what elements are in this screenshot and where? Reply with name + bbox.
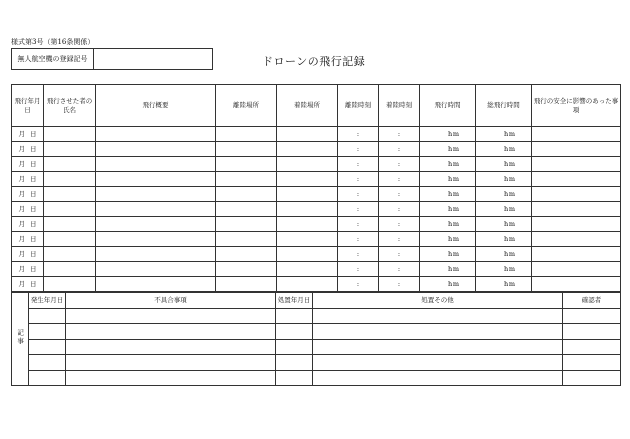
table-row — [12, 217, 621, 232]
total-flight-time-cell[interactable] — [476, 202, 532, 217]
month-label: 月 — [18, 189, 25, 198]
flight-date-cell[interactable] — [12, 172, 44, 187]
landing-time-cell[interactable] — [379, 127, 420, 142]
safety-notes-cell[interactable] — [532, 172, 621, 187]
landing-place-cell[interactable] — [277, 127, 338, 142]
takeoff-time-cell[interactable] — [338, 277, 379, 292]
month-label: 月 — [18, 249, 25, 258]
month-label: 月 — [18, 204, 25, 213]
time-colon: : — [356, 219, 360, 228]
hour-unit: h — [504, 234, 509, 243]
defect-cell[interactable] — [66, 339, 276, 355]
hour-unit: h — [448, 189, 453, 198]
total-flight-time-cell[interactable] — [476, 217, 532, 232]
time-colon: : — [356, 144, 360, 153]
action-date-cell[interactable] — [276, 370, 313, 386]
month-label: 月 — [18, 264, 25, 273]
minute-unit: m — [452, 159, 459, 168]
hour-unit: h — [448, 219, 453, 228]
pilot-name-cell[interactable] — [44, 262, 96, 277]
minute-unit: m — [508, 249, 515, 258]
table-row — [12, 324, 621, 340]
safety-notes-cell[interactable] — [532, 202, 621, 217]
day-label: 日 — [30, 129, 37, 138]
time-colon: : — [356, 279, 360, 288]
confirmer-cell[interactable] — [563, 339, 621, 355]
takeoff-place-cell[interactable] — [216, 217, 277, 232]
minute-unit: m — [508, 174, 515, 183]
month-label: 月 — [18, 174, 25, 183]
occurrence-date-cell[interactable] — [29, 308, 66, 324]
action-date-cell[interactable] — [276, 324, 313, 340]
minute-unit: m — [508, 159, 515, 168]
remarks-side-label-cell — [12, 293, 29, 386]
confirmer-cell[interactable] — [563, 370, 621, 386]
landing-place-cell[interactable] — [277, 277, 338, 292]
table-row — [12, 157, 621, 172]
table-row — [12, 277, 621, 292]
pilot-name-cell[interactable] — [44, 142, 96, 157]
safety-notes-cell[interactable] — [532, 217, 621, 232]
flight-summary-cell[interactable] — [96, 232, 216, 247]
flight-summary-cell[interactable] — [96, 142, 216, 157]
action-date-cell[interactable] — [276, 355, 313, 371]
header-confirmer: 確認者 — [563, 293, 621, 309]
header-flight-summary: 飛行概要 — [96, 85, 216, 127]
minute-unit: m — [508, 204, 515, 213]
table-row — [12, 142, 621, 157]
landing-place-cell[interactable] — [277, 202, 338, 217]
landing-time-cell[interactable] — [379, 142, 420, 157]
flight-time-cell[interactable] — [420, 172, 476, 187]
pilot-name-cell[interactable] — [44, 127, 96, 142]
hour-unit: h — [504, 264, 509, 273]
takeoff-place-cell[interactable] — [216, 172, 277, 187]
hour-unit: h — [448, 159, 453, 168]
action-other-cell[interactable] — [313, 339, 563, 355]
safety-notes-cell[interactable] — [532, 262, 621, 277]
landing-time-cell[interactable] — [379, 217, 420, 232]
flight-summary-cell[interactable] — [96, 157, 216, 172]
flight-summary-cell[interactable] — [96, 127, 216, 142]
day-label: 日 — [30, 204, 37, 213]
flight-date-cell[interactable] — [12, 232, 44, 247]
time-colon: : — [397, 159, 401, 168]
flight-date-cell[interactable] — [12, 277, 44, 292]
table-row — [12, 202, 621, 217]
table-row — [12, 308, 621, 324]
flight-time-cell[interactable] — [420, 202, 476, 217]
time-colon: : — [356, 264, 360, 273]
form-code: 様式第3号（第16条関係） — [11, 38, 95, 46]
time-colon: : — [356, 204, 360, 213]
header-occurrence-date: 発生年月日 — [29, 293, 66, 309]
minute-unit: m — [508, 234, 515, 243]
time-colon: : — [397, 129, 401, 138]
registration-box — [11, 48, 213, 70]
flight-time-cell[interactable] — [420, 127, 476, 142]
action-date-cell[interactable] — [276, 308, 313, 324]
time-colon: : — [397, 279, 401, 288]
header-safety-notes: 飛行の安全に影響のあった事項 — [532, 85, 621, 127]
action-other-cell[interactable] — [313, 370, 563, 386]
safety-notes-cell[interactable] — [532, 157, 621, 172]
time-colon: : — [397, 174, 401, 183]
safety-notes-cell[interactable] — [532, 142, 621, 157]
minute-unit: m — [452, 264, 459, 273]
hour-unit: h — [448, 204, 453, 213]
time-colon: : — [397, 204, 401, 213]
table-row — [12, 247, 621, 262]
hour-unit: h — [448, 249, 453, 258]
pilot-name-cell[interactable] — [44, 232, 96, 247]
minute-unit: m — [452, 249, 459, 258]
flight-date-cell[interactable] — [12, 187, 44, 202]
landing-time-cell[interactable] — [379, 172, 420, 187]
occurrence-date-cell[interactable] — [29, 355, 66, 371]
takeoff-time-cell[interactable] — [338, 232, 379, 247]
pilot-name-cell[interactable] — [44, 217, 96, 232]
time-colon: : — [356, 174, 360, 183]
takeoff-place-cell[interactable] — [216, 202, 277, 217]
occurrence-date-cell[interactable] — [29, 370, 66, 386]
day-label: 日 — [30, 234, 37, 243]
pilot-name-cell[interactable] — [44, 247, 96, 262]
landing-place-cell[interactable] — [277, 142, 338, 157]
month-label: 月 — [18, 234, 25, 243]
flight-summary-cell[interactable] — [96, 202, 216, 217]
takeoff-place-cell[interactable] — [216, 247, 277, 262]
defect-cell[interactable] — [66, 355, 276, 371]
month-label: 月 — [18, 159, 25, 168]
time-colon: : — [356, 129, 360, 138]
total-flight-time-cell[interactable] — [476, 262, 532, 277]
hour-unit: h — [504, 144, 509, 153]
landing-time-cell[interactable] — [379, 247, 420, 262]
flight-summary-cell[interactable] — [96, 172, 216, 187]
action-other-cell[interactable] — [313, 355, 563, 371]
minute-unit: m — [452, 129, 459, 138]
takeoff-time-cell[interactable] — [338, 187, 379, 202]
time-colon: : — [397, 234, 401, 243]
takeoff-place-cell[interactable] — [216, 277, 277, 292]
document-title: ドローンの飛行記録 — [262, 55, 366, 68]
confirmer-cell[interactable] — [563, 308, 621, 324]
flight-time-cell[interactable] — [420, 247, 476, 262]
hour-unit: h — [448, 174, 453, 183]
safety-notes-cell[interactable] — [532, 247, 621, 262]
total-flight-time-cell[interactable] — [476, 157, 532, 172]
table-row — [12, 232, 621, 247]
takeoff-place-cell[interactable] — [216, 142, 277, 157]
takeoff-time-cell[interactable] — [338, 247, 379, 262]
table-row — [12, 339, 621, 355]
landing-time-cell[interactable] — [379, 157, 420, 172]
landing-time-cell[interactable] — [379, 187, 420, 202]
landing-place-cell[interactable] — [277, 172, 338, 187]
month-label: 月 — [18, 219, 25, 228]
landing-place-cell[interactable] — [277, 187, 338, 202]
minute-unit: m — [452, 174, 459, 183]
action-other-cell[interactable] — [313, 324, 563, 340]
header-landing-place: 着陸場所 — [277, 85, 338, 127]
action-date-cell[interactable] — [276, 339, 313, 355]
landing-time-cell[interactable] — [379, 232, 420, 247]
pilot-name-cell[interactable] — [44, 277, 96, 292]
time-colon: : — [397, 264, 401, 273]
flight-summary-cell[interactable] — [96, 277, 216, 292]
takeoff-time-cell[interactable] — [338, 157, 379, 172]
header-action-date: 処置年月日 — [276, 293, 313, 309]
minute-unit: m — [508, 144, 515, 153]
landing-time-cell[interactable] — [379, 277, 420, 292]
day-label: 日 — [30, 279, 37, 288]
day-label: 日 — [30, 189, 37, 198]
minute-unit: m — [452, 189, 459, 198]
day-label: 日 — [30, 159, 37, 168]
flight-time-cell[interactable] — [420, 262, 476, 277]
flight-date-cell[interactable] — [12, 127, 44, 142]
safety-notes-cell[interactable] — [532, 232, 621, 247]
pilot-name-cell[interactable] — [44, 157, 96, 172]
landing-place-cell[interactable] — [277, 232, 338, 247]
month-label: 月 — [18, 129, 25, 138]
table-row — [12, 262, 621, 277]
flight-date-cell[interactable] — [12, 247, 44, 262]
takeoff-place-cell[interactable] — [216, 232, 277, 247]
takeoff-time-cell[interactable] — [338, 172, 379, 187]
flight-summary-cell[interactable] — [96, 217, 216, 232]
takeoff-time-cell[interactable] — [338, 142, 379, 157]
takeoff-time-cell[interactable] — [338, 127, 379, 142]
defect-cell[interactable] — [66, 308, 276, 324]
time-colon: : — [397, 219, 401, 228]
day-label: 日 — [30, 219, 37, 228]
flight-date-cell[interactable] — [12, 202, 44, 217]
total-flight-time-cell[interactable] — [476, 232, 532, 247]
minute-unit: m — [452, 219, 459, 228]
header-flight-date: 飛行年月日 — [12, 85, 44, 127]
hour-unit: h — [448, 144, 453, 153]
header-flight-time: 飛行時間 — [420, 85, 476, 127]
hour-unit: h — [448, 279, 453, 288]
time-colon: : — [356, 189, 360, 198]
total-flight-time-cell[interactable] — [476, 247, 532, 262]
day-label: 日 — [30, 249, 37, 258]
takeoff-time-cell[interactable] — [338, 262, 379, 277]
minute-unit: m — [508, 219, 515, 228]
occurrence-date-cell[interactable] — [29, 339, 66, 355]
landing-place-cell[interactable] — [277, 247, 338, 262]
table-row — [12, 355, 621, 371]
header-takeoff-time: 離陸時刻 — [338, 85, 379, 127]
time-colon: : — [397, 249, 401, 258]
registration-label: 無人航空機の登録記号 — [12, 49, 94, 69]
time-colon: : — [356, 234, 360, 243]
table-row — [12, 127, 621, 142]
table-row — [12, 187, 621, 202]
total-flight-time-cell[interactable] — [476, 277, 532, 292]
minute-unit: m — [452, 144, 459, 153]
flight-summary-cell[interactable] — [96, 262, 216, 277]
hour-unit: h — [504, 249, 509, 258]
minute-unit: m — [508, 279, 515, 288]
pilot-name-cell[interactable] — [44, 202, 96, 217]
takeoff-place-cell[interactable] — [216, 157, 277, 172]
month-label: 月 — [18, 279, 25, 288]
hour-unit: h — [504, 279, 509, 288]
hour-unit: h — [504, 219, 509, 228]
flight-time-cell[interactable] — [420, 187, 476, 202]
minute-unit: m — [508, 264, 515, 273]
minute-unit: m — [452, 279, 459, 288]
action-other-cell[interactable] — [313, 308, 563, 324]
flight-date-cell[interactable] — [12, 217, 44, 232]
time-colon: : — [356, 249, 360, 258]
confirmer-cell[interactable] — [563, 355, 621, 371]
hour-unit: h — [448, 129, 453, 138]
total-flight-time-cell[interactable] — [476, 127, 532, 142]
minute-unit: m — [452, 204, 459, 213]
hour-unit: h — [504, 159, 509, 168]
landing-place-cell[interactable] — [277, 217, 338, 232]
safety-notes-cell[interactable] — [532, 277, 621, 292]
time-colon: : — [397, 189, 401, 198]
minute-unit: m — [452, 234, 459, 243]
flight-record-table — [11, 84, 621, 292]
landing-place-cell[interactable] — [277, 157, 338, 172]
minute-unit: m — [508, 189, 515, 198]
hour-unit: h — [504, 204, 509, 213]
flight-time-cell[interactable] — [420, 142, 476, 157]
day-label: 日 — [30, 264, 37, 273]
minute-unit: m — [508, 129, 515, 138]
header-action-other: 処置その他 — [313, 293, 563, 309]
header-defect: 不具合事項 — [66, 293, 276, 309]
remarks-side-label: 記事 — [16, 329, 25, 347]
total-flight-time-cell[interactable] — [476, 142, 532, 157]
hour-unit: h — [504, 174, 509, 183]
table-row — [12, 172, 621, 187]
pilot-name-cell[interactable] — [44, 187, 96, 202]
flight-summary-cell[interactable] — [96, 247, 216, 262]
landing-time-cell[interactable] — [379, 202, 420, 217]
hour-unit: h — [504, 189, 509, 198]
header-pilot-name: 飛行させた者の氏名 — [44, 85, 96, 127]
hour-unit: h — [504, 129, 509, 138]
takeoff-time-cell[interactable] — [338, 202, 379, 217]
hour-unit: h — [448, 264, 453, 273]
takeoff-place-cell[interactable] — [216, 187, 277, 202]
flight-date-cell[interactable] — [12, 262, 44, 277]
safety-notes-cell[interactable] — [532, 187, 621, 202]
takeoff-place-cell[interactable] — [216, 127, 277, 142]
takeoff-time-cell[interactable] — [338, 217, 379, 232]
landing-time-cell[interactable] — [379, 262, 420, 277]
safety-notes-cell[interactable] — [532, 127, 621, 142]
pilot-name-cell[interactable] — [44, 172, 96, 187]
flight-date-cell[interactable] — [12, 142, 44, 157]
month-label: 月 — [18, 144, 25, 153]
flight-time-cell[interactable] — [420, 277, 476, 292]
day-label: 日 — [30, 144, 37, 153]
defect-cell[interactable] — [66, 324, 276, 340]
hour-unit: h — [448, 234, 453, 243]
confirmer-cell[interactable] — [563, 324, 621, 340]
flight-time-cell[interactable] — [420, 157, 476, 172]
remarks-table — [11, 292, 621, 386]
total-flight-time-cell[interactable] — [476, 172, 532, 187]
table-row — [12, 370, 621, 386]
total-flight-time-cell[interactable] — [476, 187, 532, 202]
flight-summary-cell[interactable] — [96, 187, 216, 202]
flight-time-cell[interactable] — [420, 217, 476, 232]
occurrence-date-cell[interactable] — [29, 324, 66, 340]
takeoff-place-cell[interactable] — [216, 262, 277, 277]
flight-date-cell[interactable] — [12, 157, 44, 172]
day-label: 日 — [30, 174, 37, 183]
registration-value-field[interactable] — [94, 49, 212, 69]
landing-place-cell[interactable] — [277, 262, 338, 277]
time-colon: : — [356, 159, 360, 168]
header-landing-time: 着陸時刻 — [379, 85, 420, 127]
time-colon: : — [397, 144, 401, 153]
flight-time-cell[interactable] — [420, 232, 476, 247]
defect-cell[interactable] — [66, 370, 276, 386]
header-takeoff-place: 離陸場所 — [216, 85, 277, 127]
header-total-flight-time: 総飛行時間 — [476, 85, 532, 127]
